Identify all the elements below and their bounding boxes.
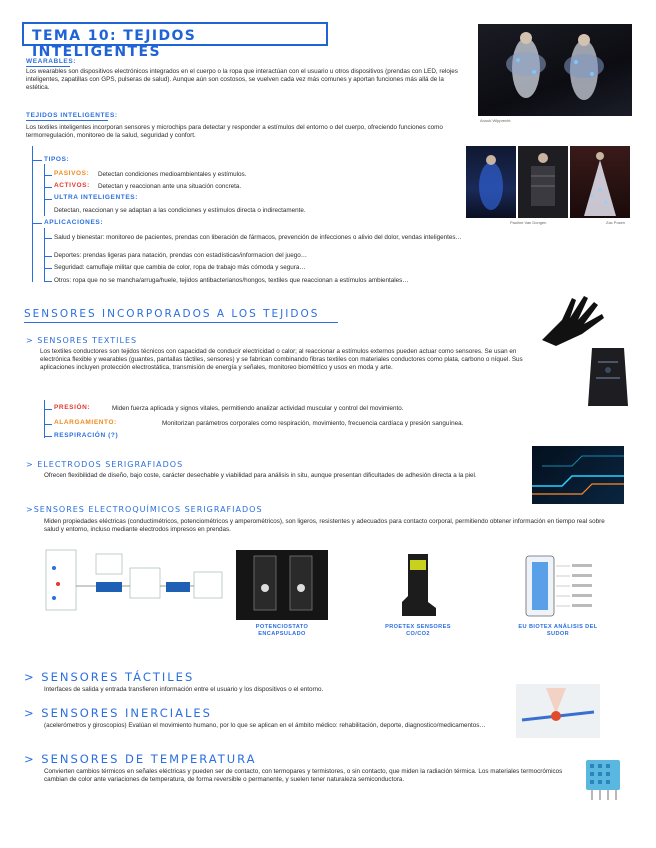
smart-shirt-photo <box>584 338 632 410</box>
temperatura-heading: > SENSORES DE TEMPERATURA <box>24 752 257 766</box>
alargamiento-label: ALARGAMIENTO: <box>54 419 117 426</box>
caption-proetex: PROETEX SENSORES CO/CO2 <box>385 624 451 637</box>
aplicaciones-label: APLICACIONES: <box>44 219 104 226</box>
circuit-photo <box>532 446 624 504</box>
tipo-pasivos-label: PASIVOS: <box>54 170 90 177</box>
textiles-photo-1 <box>466 146 516 218</box>
wearables-photo-caption: Anouk Wipprecht <box>480 118 511 123</box>
inerciales-text: (acelerómetros y giroscopios) Evalúan el movimiento humano, por lo que se aplican en el ámbito médico: rehabilitación, deporte, diagnostico/medicamentos… <box>44 722 486 729</box>
presion-label: PRESIÓN: <box>54 404 91 411</box>
temperature-sensor-photo <box>578 756 628 802</box>
textiles-caption-1: Pauline Van Dongen <box>510 220 547 225</box>
biotex-photo <box>518 552 596 622</box>
wearables-photo <box>478 24 632 116</box>
tipo-ultra-label: ULTRA INTELIGENTES: <box>54 194 138 201</box>
electrodos-text: Ofrecen flexibilidad de diseño, bajo coste, carácter desechable y viabilidad para análisis in situ, aunque presentan dificultades de adhesión directa a la piel. <box>44 472 477 479</box>
caption-biotex: EU BIOTEX ANÁLISIS DEL SUDOR <box>518 624 598 637</box>
sensores-textiles-text: Los textiles conductores son tejidos técnicos con capacidad de conducir electricidad o calor; al reaccionar a estímulos externos pueden actuar como sensores. Se usan en electrónica flexible y wearables (guantes, pantallas táctiles, sensores) y se fabrican combinando fibras textiles con materiales conductores como plata, carbono o níquel. Sus aplicaciones incluyen protección electrostática, transmisión de energía y señales, monitoreo biométrico y usos en moda y arte. <box>40 348 523 372</box>
aplicacion-deportes: Deportes: prendas ligeras para natación, prendas con estadísticas/informacion del juego… <box>54 252 308 259</box>
tactiles-text: Interfaces de salida y entrada transfieren información entre el usuario y los dispositivos o el entorno. <box>44 686 324 693</box>
electroquimicos-heading: >SENSORES ELECTROQUÍMICOS SERIGRAFIADOS <box>26 505 263 514</box>
aplicacion-otros: Otros: ropa que no se mancha/arruga/huele, tejidos antibacterianos/hongos, textiles que reaccionan a estímulos ambientales… <box>54 277 409 284</box>
inerciales-heading: > SENSORES INERCIALES <box>24 706 212 720</box>
caption-potenciostato: POTENCIOSTATO ENCAPSULADO <box>255 624 309 637</box>
tipos-label: TIPOS: <box>44 156 70 163</box>
textiles-text: Los textiles inteligentes incorporan sensores y microchips para detectar y responder a estímulos del entorno o del cuerpo, ofreciendo funciones como termorregulación, monitoreo de la salud, seguridad y confort. <box>26 124 443 140</box>
tipo-pasivos-text: Detectan condiciones medioambientales y estímulos. <box>98 171 247 178</box>
sensores-heading: SENSORES INCORPORADOS A LOS TEJIDOS <box>24 308 320 320</box>
temperatura-text: Convierten cambios térmicos en señales eléctricas y pueden ser de contacto, con termopares y termistores, o sin contacto, que miden la radiación térmica. Los materiales termocrómicos cambian de color ante variaciones de temperatura, de forma reversible o permanente, y suelen tener naturaleza semiconductora. <box>44 768 563 784</box>
aplicacion-seguridad: Seguridad: camuflaje militar que cambia de color, ropa de trabajo más cómoda y segura… <box>54 264 306 271</box>
presion-text: Miden fuerza aplicada y signos vitales, permitiendo analizar actividad muscular y control del movimiento. <box>112 405 404 412</box>
tipo-ultra-text: Detectan, reaccionan y se adaptan a las condiciones y estímulos directa o indirectamente. <box>54 207 306 214</box>
electroquimicos-text: Miden propiedades eléctricas (conductimétricos, potenciométricos y amperométricos), son ligeros, resistentes y adecuados para contacto corporal, permitiendo obtener información en tiempo real sobre salud y entorno, incluso mediante electrodos impresos en prendas. <box>44 518 605 534</box>
page-title-box <box>22 22 328 60</box>
textiles-photo-3 <box>570 146 630 218</box>
sensores-textiles-heading: > SENSORES TEXTILES <box>26 336 138 345</box>
tactile-sensor-photo <box>516 684 600 738</box>
textiles-caption-2: Zac Posen <box>606 220 626 225</box>
textiles-photo-2 <box>518 146 568 218</box>
respiracion-label: RESPIRACIÓN (?) <box>54 432 119 439</box>
wearables-heading: WEARABLES: <box>26 58 77 65</box>
textiles-heading: TEJIDOS INTELIGENTES: <box>26 112 118 119</box>
sensor-diagram <box>44 548 224 614</box>
wearables-text: Los wearables son dispositivos electrónicos integrados en el cuerpo o la ropa que interactúan con el usuario u otros dispositivos (prendas con LED, relojes inteligentes, zapatillas con GPS, pulseras de salud). Aunque aún son costosos, se vuelven cada vez más comunes y aportan funciones más allá de la estética. <box>26 68 458 92</box>
alargamiento-text: Monitorizan parámetros corporales como respiración, movimiento, frecuencia cardíaca y presión sanguínea. <box>162 420 464 427</box>
electrodos-heading: > ELECTRODOS SERIGRAFIADOS <box>26 460 184 469</box>
tipo-activos-text: Detectan y reaccionan ante una situación concreta. <box>98 183 242 190</box>
page-title: TEMA 10: TEJIDOS INTELIGENTES <box>32 28 197 60</box>
proetex-photo <box>398 550 438 620</box>
potenciostato-photo <box>236 550 328 620</box>
aplicacion-salud: Salud y bienestar: monitoreo de pacientes, prendas con liberación de fármacos, prevención de infecciones o alivio del dolor, vendas inteligentes… <box>54 234 462 241</box>
tipo-activos-label: ACTIVOS: <box>54 182 90 189</box>
tactiles-heading: > SENSORES TÁCTILES <box>24 670 195 684</box>
